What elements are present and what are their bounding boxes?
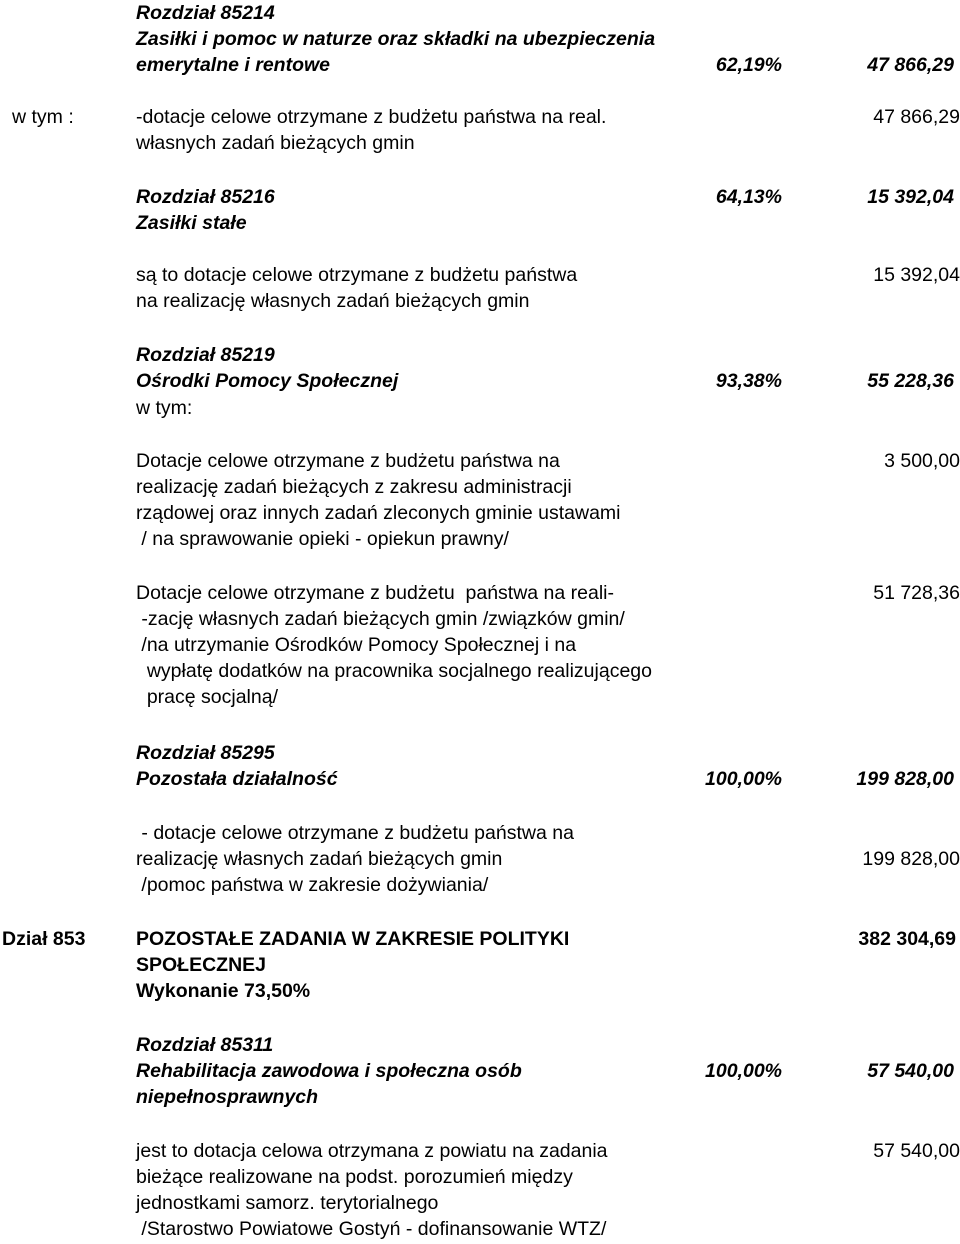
subsidy-description: Dotacje celowe otrzymane z budżetu państwa na reali- -zację własnych zadań bieżących gmin /związków gmin/ /na utrzymanie Ośrodków Pomocy Społecznej i na wypłatę dodatków na pracownika socjalnego realizującego pracę socjalną/	[136, 582, 652, 708]
section-heading-85219: Rozdział 85219 Ośrodki Pomocy Społecznej	[136, 344, 399, 392]
subsidy-description: -dotacje celowe otrzymane z budżetu państwa na real. własnych zadań bieżących gmin	[136, 106, 607, 154]
section-percent-85214: 62,19%	[715, 54, 782, 76]
subsidy-amount: 57 540,00	[873, 1140, 960, 1162]
subsidy-amount: 199 828,00	[862, 848, 960, 870]
subsidy-amount: 15 392,04	[873, 264, 960, 286]
section-percent-85219: 93,38%	[715, 370, 782, 392]
section-amount-85295: 199 828,00	[856, 768, 954, 790]
subsidy-description: - dotacje celowe otrzymane z budżetu państwa na realizację własnych zadań bieżących gmin /pomoc państwa w zakresie dożywiania/	[136, 822, 574, 896]
subsidy-description: są to dotacje celowe otrzymane z budżetu państwa na realizację własnych zadań bieżących gmin	[136, 264, 578, 312]
subsidy-amount: 3 500,00	[884, 450, 960, 472]
section-amount-85219: 55 228,36	[867, 370, 954, 392]
section-percent-85295: 100,00%	[705, 768, 782, 790]
division-amount: 382 304,69	[858, 928, 956, 950]
division-title: POZOSTAŁE ZADANIA W ZAKRESIE POLITYKI SPOŁECZNEJ Wykonanie 73,50%	[136, 928, 570, 1002]
section-heading-85295: Rozdział 85295 Pozostała działalność	[136, 742, 338, 790]
breakdown-label: w tym:	[136, 397, 193, 419]
section-heading-85214: Rozdział 85214 Zasiłki i pomoc w naturze oraz składki na ubezpieczenia emerytalne i rentowe	[136, 2, 656, 76]
section-amount-85216: 15 392,04	[867, 186, 954, 208]
section-amount-85311: 57 540,00	[867, 1060, 954, 1082]
section-percent-85311: 100,00%	[705, 1060, 782, 1082]
subsidy-description: Dotacje celowe otrzymane z budżetu państwa na realizację zadań bieżących z zakresu administracji rządowej oraz innych zadań zleconych gminie ustawami / na sprawowanie opieki - opiekun prawny/	[136, 450, 621, 550]
breakdown-label: w tym :	[12, 106, 74, 128]
section-heading-85311: Rozdział 85311 Rehabilitacja zawodowa i społeczna osób niepełnosprawnych	[136, 1034, 522, 1108]
division-label: Dział 853	[2, 928, 86, 950]
subsidy-amount: 47 866,29	[873, 106, 960, 128]
subsidy-amount: 51 728,36	[873, 582, 960, 604]
section-percent-85216: 64,13%	[715, 186, 782, 208]
section-amount-85214: 47 866,29	[867, 54, 954, 76]
section-heading-85216: Rozdział 85216 Zasiłki stałe	[136, 186, 275, 234]
subsidy-description: jest to dotacja celowa otrzymana z powiatu na zadania bieżące realizowane na podst. porozumień między jednostkami samorz. terytorialnego /Starostwo Powiatowe Gostyń - dofinansowanie WTZ/	[136, 1140, 608, 1240]
